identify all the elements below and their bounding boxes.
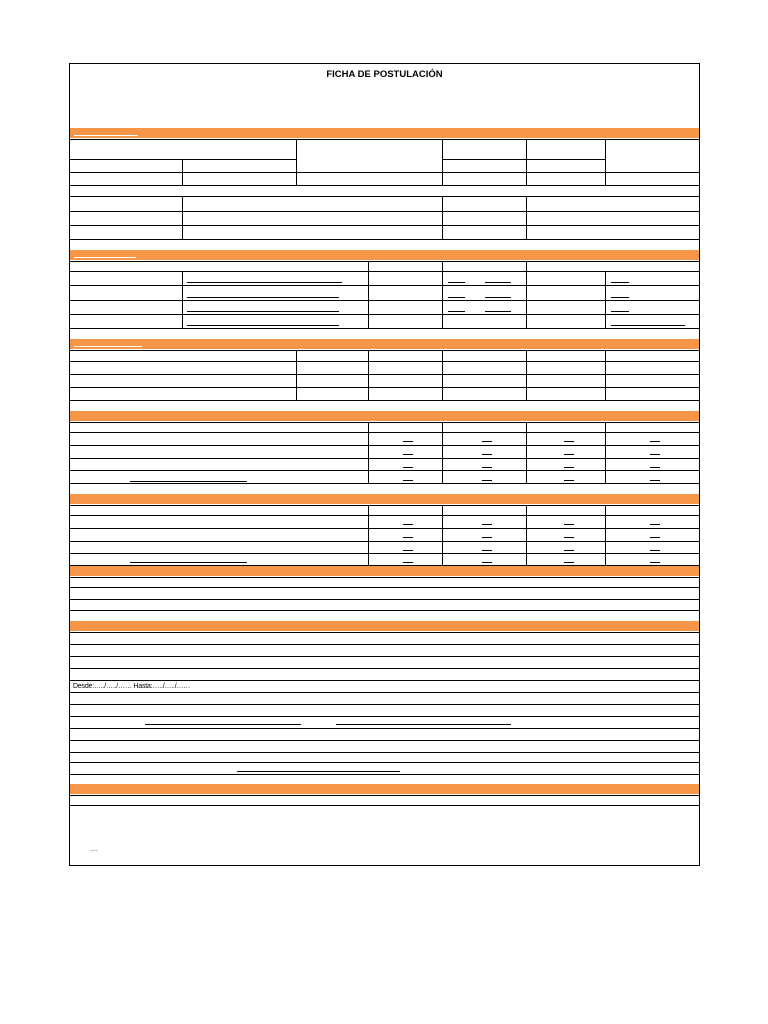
fill-in-underline — [448, 311, 465, 312]
fill-in-underline — [611, 311, 629, 312]
grid-line-vertical — [526, 139, 527, 185]
section-1-title-underline — [74, 135, 138, 136]
fill-in-underline — [482, 524, 492, 525]
grid-line-vertical — [182, 196, 183, 239]
fill-in-underline — [482, 562, 492, 563]
fill-in-underline — [650, 550, 660, 551]
fill-in-underline — [403, 441, 413, 442]
grid-line-vertical — [442, 139, 443, 185]
grid-line-vertical — [442, 350, 443, 400]
fill-in-underline — [403, 562, 413, 563]
fill-in-underline — [336, 724, 511, 725]
fill-in-underline — [482, 537, 492, 538]
grid-line-vertical — [442, 261, 443, 328]
grid-line-horizontal — [70, 668, 699, 669]
grid-line-horizontal — [70, 239, 699, 240]
grid-line-vertical — [605, 350, 606, 400]
grid-line-vertical — [605, 271, 606, 328]
grid-line-horizontal — [70, 752, 699, 753]
fill-in-underline — [564, 467, 574, 468]
fill-in-underline — [564, 537, 574, 538]
fill-in-underline — [564, 480, 574, 481]
grid-line-vertical — [182, 159, 183, 185]
grid-line-horizontal — [70, 716, 699, 717]
fill-in-underline — [485, 282, 511, 283]
fill-in-underline — [482, 467, 492, 468]
grid-line-vertical — [605, 422, 606, 483]
fill-in-underline — [403, 480, 413, 481]
grid-line-horizontal — [443, 159, 605, 160]
fill-in-underline — [564, 454, 574, 455]
grid-line-vertical — [442, 505, 443, 565]
section-band-7 — [70, 621, 699, 631]
fill-in-underline — [187, 297, 339, 298]
fill-in-underline — [650, 537, 660, 538]
grid-line-horizontal — [70, 610, 699, 611]
grid-line-vertical — [605, 139, 606, 185]
fill-in-underline — [564, 441, 574, 442]
fill-in-underline — [611, 297, 629, 298]
fill-in-underline — [482, 480, 492, 481]
fill-in-underline — [611, 282, 629, 283]
section-band-4 — [70, 411, 699, 421]
fill-in-underline — [403, 454, 413, 455]
section-3-title-underline — [74, 346, 142, 347]
grid-line-horizontal — [70, 704, 699, 705]
grid-line-horizontal — [70, 400, 699, 401]
grid-line-horizontal — [70, 795, 699, 796]
grid-line-horizontal — [70, 599, 699, 600]
section-2-title-underline — [74, 257, 136, 258]
grid-line-vertical — [368, 261, 369, 328]
fill-in-underline — [482, 454, 492, 455]
fill-in-underline — [237, 771, 400, 772]
grid-line-horizontal — [70, 211, 699, 212]
grid-line-horizontal — [70, 328, 699, 329]
fill-in-underline — [130, 481, 247, 482]
grid-line-vertical — [526, 350, 527, 400]
fill-in-underline — [403, 537, 413, 538]
fill-in-underline — [650, 441, 660, 442]
grid-line-vertical — [296, 139, 297, 185]
fill-in-underline — [650, 454, 660, 455]
grid-line-horizontal — [70, 774, 699, 775]
grid-line-horizontal — [70, 577, 699, 578]
application-form — [69, 63, 700, 866]
grid-line-vertical — [368, 350, 369, 400]
grid-line-horizontal — [70, 587, 699, 588]
fill-in-underline — [650, 524, 660, 525]
grid-line-vertical — [182, 271, 183, 328]
grid-line-horizontal — [70, 261, 699, 262]
grid-line-horizontal — [70, 225, 699, 226]
fill-in-underline — [650, 467, 660, 468]
grid-line-horizontal — [70, 185, 699, 186]
fill-in-underline — [564, 562, 574, 563]
fill-in-underline — [187, 311, 339, 312]
fill-in-underline — [650, 480, 660, 481]
form-title: FICHA DE POSTULACIÓN — [326, 69, 443, 80]
grid-line-horizontal — [70, 680, 699, 681]
grid-line-horizontal — [70, 728, 699, 729]
grid-line-horizontal — [70, 159, 296, 160]
grid-line-vertical — [368, 505, 369, 565]
grid-line-vertical — [605, 505, 606, 565]
fill-in-underline — [482, 550, 492, 551]
fill-in-underline — [403, 524, 413, 525]
grid-line-vertical — [296, 350, 297, 400]
grid-line-vertical — [526, 422, 527, 483]
grid-line-vertical — [368, 422, 369, 483]
fill-in-underline — [485, 311, 511, 312]
grid-line-vertical — [526, 261, 527, 328]
fill-in-underline — [403, 550, 413, 551]
grid-line-horizontal — [70, 805, 699, 806]
fill-in-underline — [448, 297, 465, 298]
grid-line-horizontal — [70, 740, 699, 741]
grid-line-horizontal — [70, 692, 699, 693]
grid-line-vertical — [526, 196, 527, 239]
fill-in-underline — [130, 562, 247, 563]
grid-line-horizontal — [70, 483, 699, 484]
fill-in-underline — [145, 724, 301, 725]
grid-line-horizontal — [70, 196, 699, 197]
section-band-6 — [70, 566, 699, 576]
grid-line-horizontal — [70, 644, 699, 645]
fill-in-underline — [564, 524, 574, 525]
section-band-8 — [70, 784, 699, 794]
fill-in-underline — [650, 562, 660, 563]
grid-line-horizontal — [70, 656, 699, 657]
grid-line-horizontal — [70, 632, 699, 633]
grid-line-vertical — [442, 196, 443, 239]
grid-line-horizontal — [70, 762, 699, 763]
section-band-5 — [70, 494, 699, 504]
section-band-3 — [70, 339, 699, 349]
date-range: Desde:…../…../…… Hasta:…../…../…… — [73, 683, 191, 690]
fill-in-underline — [485, 297, 511, 298]
fill-in-underline — [187, 282, 342, 283]
grid-line-vertical — [526, 505, 527, 565]
grid-line-vertical — [442, 422, 443, 483]
footer-dots: …. — [90, 847, 98, 853]
section-band-2 — [70, 250, 699, 260]
fill-in-underline — [611, 325, 685, 326]
fill-in-underline — [187, 325, 339, 326]
fill-in-underline — [564, 550, 574, 551]
fill-in-underline — [448, 282, 465, 283]
section-band-1 — [70, 128, 699, 138]
fill-in-underline — [482, 441, 492, 442]
fill-in-underline — [403, 467, 413, 468]
